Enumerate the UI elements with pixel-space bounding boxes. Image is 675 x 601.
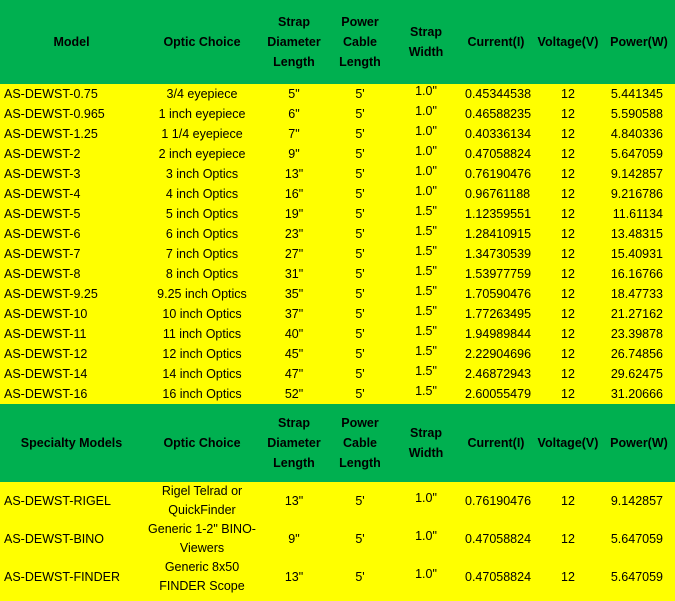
cell-cable: 5' <box>327 520 393 558</box>
main-models-body <box>0 84 675 404</box>
cell-model: AS-DEWST-9.25 <box>0 284 143 304</box>
cell-voltage: 12 <box>533 184 603 204</box>
cell-power: 15.40931 <box>603 244 675 264</box>
header-cable: Power Cable Length <box>327 0 393 84</box>
cell-power: 31.20666 <box>603 384 675 404</box>
cell-optic: 14 inch Optics <box>143 364 261 384</box>
table-row <box>0 284 675 304</box>
cell-current: 1.77263495 <box>459 304 533 324</box>
cell-width-value: 1.5" <box>415 384 437 398</box>
table-row <box>0 84 675 104</box>
table-row <box>0 482 675 520</box>
cell-strap: 6" <box>261 104 327 124</box>
cell-model: AS-DEWST-10 <box>0 304 143 324</box>
table-row <box>0 224 675 244</box>
cell-optic: 2 inch eyepiece <box>143 144 261 164</box>
table-row <box>0 520 675 558</box>
cell-voltage: 12 <box>533 304 603 324</box>
cell-width <box>393 84 459 104</box>
specialty-header-model: Specialty Models <box>0 404 143 482</box>
cell-power: 13.48315 <box>603 224 675 244</box>
cell-cable: 5' <box>327 304 393 324</box>
cell-width-value: 1.0" <box>415 567 437 581</box>
header-width: Strap Width <box>393 0 459 84</box>
cell-cable: 5' <box>327 244 393 264</box>
cell-power: 9.142857 <box>603 482 675 520</box>
cell-model: AS-DEWST-7 <box>0 244 143 264</box>
cell-voltage: 12 <box>533 324 603 344</box>
cell-voltage: 12 <box>533 344 603 364</box>
cell-width-value: 1.0" <box>415 124 437 138</box>
cell-power: 21.27162 <box>603 304 675 324</box>
cell-strap: 52" <box>261 384 327 404</box>
cell-strap: 9" <box>261 144 327 164</box>
cell-width-value: 1.0" <box>415 144 437 158</box>
cell-strap: 31" <box>261 264 327 284</box>
cell-voltage: 12 <box>533 84 603 104</box>
cell-width-value: 1.5" <box>415 344 437 358</box>
cell-model: AS-DEWST-BINO <box>0 520 143 558</box>
cell-optic: 9.25 inch Optics <box>143 284 261 304</box>
cell-model: AS-DEWST-0.965 <box>0 104 143 124</box>
cell-cable: 5' <box>327 384 393 404</box>
cell-width-value: 1.5" <box>415 264 437 278</box>
header-model: Model <box>0 0 143 84</box>
cell-power: 5.647059 <box>603 144 675 164</box>
cell-current: 1.53977759 <box>459 264 533 284</box>
cell-power: 9.216786 <box>603 184 675 204</box>
cell-strap: 16" <box>261 184 327 204</box>
cell-width <box>393 244 459 264</box>
cell-optic: 11 inch Optics <box>143 324 261 344</box>
cell-optic: 8 inch Optics <box>143 264 261 284</box>
cell-optic: Rigel Telrad or QuickFinder <box>143 482 261 520</box>
cell-width <box>393 264 459 284</box>
cell-strap: 23" <box>261 224 327 244</box>
cell-voltage: 12 <box>533 164 603 184</box>
cell-voltage: 12 <box>533 204 603 224</box>
table-row <box>0 124 675 144</box>
cell-optic: 4 inch Optics <box>143 184 261 204</box>
cell-optic: 3 inch Optics <box>143 164 261 184</box>
cell-model: AS-DEWST-1.25 <box>0 124 143 144</box>
cell-power: 5.441345 <box>603 84 675 104</box>
cell-cable: 5' <box>327 204 393 224</box>
header-voltage: Voltage(V) <box>533 0 603 84</box>
cell-power: 16.16766 <box>603 264 675 284</box>
table-row <box>0 264 675 284</box>
cell-cable: 5' <box>327 324 393 344</box>
cell-strap: 27" <box>261 244 327 264</box>
cell-power: 5.647059 <box>603 520 675 558</box>
cell-voltage: 12 <box>533 384 603 404</box>
header-power: Power(W) <box>603 0 675 84</box>
cell-model: AS-DEWST-6 <box>0 224 143 244</box>
cell-cable: 5' <box>327 164 393 184</box>
cell-power: 29.62475 <box>603 364 675 384</box>
cell-cable: 5' <box>327 104 393 124</box>
cell-optic: Generic 1-2" BINO-Viewers <box>143 520 261 558</box>
cell-width <box>393 184 459 204</box>
cell-width <box>393 284 459 304</box>
cell-current: 1.70590476 <box>459 284 533 304</box>
cell-model: AS-DEWST-3 <box>0 164 143 184</box>
cell-current: 0.76190476 <box>459 164 533 184</box>
cell-optic: Generic 8x50 FINDER Scope <box>143 558 261 596</box>
cell-width-value: 1.0" <box>415 84 437 98</box>
cell-strap: 9" <box>261 520 327 558</box>
cell-width-value: 1.5" <box>415 244 437 258</box>
table-row <box>0 384 675 404</box>
cell-cable: 5' <box>327 344 393 364</box>
specialty-header-current: Current(I) <box>459 404 533 482</box>
cell-cable: 5' <box>327 364 393 384</box>
cell-width-value: 1.0" <box>415 529 437 543</box>
cell-width-value: 1.5" <box>415 324 437 338</box>
cell-strap: 19" <box>261 204 327 224</box>
cell-width-value: 1.0" <box>415 491 437 505</box>
cell-current: 0.96761188 <box>459 184 533 204</box>
table-row <box>0 104 675 124</box>
cell-voltage: 12 <box>533 264 603 284</box>
header-row <box>0 0 675 84</box>
specialty-header-power: Power(W) <box>603 404 675 482</box>
cell-current: 0.46588235 <box>459 104 533 124</box>
cell-strap: 13" <box>261 558 327 596</box>
cell-width <box>393 324 459 344</box>
cell-strap: 45" <box>261 344 327 364</box>
cell-voltage: 12 <box>533 520 603 558</box>
specialty-header-optic: Optic Choice <box>143 404 261 482</box>
cell-model: AS-DEWST-FINDER <box>0 558 143 596</box>
cell-voltage: 12 <box>533 284 603 304</box>
cell-voltage: 12 <box>533 364 603 384</box>
cell-width-value: 1.5" <box>415 304 437 318</box>
cell-strap: 13" <box>261 164 327 184</box>
table-row <box>0 344 675 364</box>
cell-model: AS-DEWST-4 <box>0 184 143 204</box>
cell-power: 18.47733 <box>603 284 675 304</box>
cell-cable: 5' <box>327 184 393 204</box>
cell-voltage: 12 <box>533 124 603 144</box>
table-row <box>0 244 675 264</box>
cell-current: 0.45344538 <box>459 84 533 104</box>
table-row <box>0 204 675 224</box>
table-row <box>0 144 675 164</box>
cell-power: 26.74856 <box>603 344 675 364</box>
cell-current: 1.12359551 <box>459 204 533 224</box>
cell-current: 2.60055479 <box>459 384 533 404</box>
cell-width-value: 1.5" <box>415 364 437 378</box>
cell-current: 1.28410915 <box>459 224 533 244</box>
cell-model: AS-DEWST-8 <box>0 264 143 284</box>
cell-width <box>393 224 459 244</box>
cell-cable: 5' <box>327 482 393 520</box>
cell-voltage: 12 <box>533 104 603 124</box>
cell-current: 1.34730539 <box>459 244 533 264</box>
cell-cable: 5' <box>327 124 393 144</box>
cell-cable: 5' <box>327 144 393 164</box>
header-optic: Optic Choice <box>143 0 261 84</box>
cell-width-value: 1.0" <box>415 104 437 118</box>
cell-strap: 40" <box>261 324 327 344</box>
cell-power: 9.142857 <box>603 164 675 184</box>
cell-optic: 3/4 eyepiece <box>143 84 261 104</box>
cell-optic: 12 inch Optics <box>143 344 261 364</box>
cell-strap: 5" <box>261 84 327 104</box>
specialty-header-strap: Strap Diameter Length <box>261 404 327 482</box>
cell-model: AS-DEWST-5 <box>0 204 143 224</box>
cell-current: 0.47058824 <box>459 558 533 596</box>
cell-strap: 47" <box>261 364 327 384</box>
table-row <box>0 304 675 324</box>
cell-optic: 16 inch Optics <box>143 384 261 404</box>
cell-strap: 35" <box>261 284 327 304</box>
header-strap: Strap Diameter Length <box>261 0 327 84</box>
cell-power: 23.39878 <box>603 324 675 344</box>
cell-model: AS-DEWST-14 <box>0 364 143 384</box>
table-row <box>0 364 675 384</box>
cell-width <box>393 164 459 184</box>
cell-model: AS-DEWST-2 <box>0 144 143 164</box>
cell-width <box>393 124 459 144</box>
table-row <box>0 164 675 184</box>
cell-cable: 5' <box>327 284 393 304</box>
cell-cable: 5' <box>327 84 393 104</box>
cell-voltage: 12 <box>533 144 603 164</box>
cell-optic: 1 inch eyepiece <box>143 104 261 124</box>
cell-width <box>393 482 459 520</box>
cell-current: 2.22904696 <box>459 344 533 364</box>
cell-width <box>393 304 459 324</box>
cell-optic: 6 inch Optics <box>143 224 261 244</box>
cell-model: AS-DEWST-11 <box>0 324 143 344</box>
table-row <box>0 558 675 596</box>
cell-optic: 7 inch Optics <box>143 244 261 264</box>
cell-width-value: 1.5" <box>415 204 437 218</box>
specialty-header-row <box>0 404 675 482</box>
cell-current: 0.47058824 <box>459 144 533 164</box>
cell-current: 1.94989844 <box>459 324 533 344</box>
cell-power: 5.647059 <box>603 558 675 596</box>
header-current: Current(I) <box>459 0 533 84</box>
cell-width-value: 1.5" <box>415 224 437 238</box>
cell-current: 0.47058824 <box>459 520 533 558</box>
specialty-header-cable: Power Cable Length <box>327 404 393 482</box>
cell-cable: 5' <box>327 224 393 244</box>
cell-cable: 5' <box>327 264 393 284</box>
cell-optic: 5 inch Optics <box>143 204 261 224</box>
cell-width <box>393 144 459 164</box>
cell-width <box>393 384 459 404</box>
cell-current: 0.76190476 <box>459 482 533 520</box>
cell-model: AS-DEWST-16 <box>0 384 143 404</box>
cell-current: 2.46872943 <box>459 364 533 384</box>
cell-optic: 10 inch Optics <box>143 304 261 324</box>
cell-voltage: 12 <box>533 482 603 520</box>
specialty-models-body <box>0 482 675 596</box>
specialty-header-voltage: Voltage(V) <box>533 404 603 482</box>
cell-width <box>393 520 459 558</box>
cell-width-value: 1.0" <box>415 164 437 178</box>
cell-power: 11.61134 <box>603 204 675 224</box>
cell-voltage: 12 <box>533 244 603 264</box>
cell-optic: 1 1/4 eyepiece <box>143 124 261 144</box>
cell-width <box>393 558 459 596</box>
cell-width-value: 1.5" <box>415 284 437 298</box>
cell-power: 5.590588 <box>603 104 675 124</box>
table-row <box>0 324 675 344</box>
cell-model: AS-DEWST-RIGEL <box>0 482 143 520</box>
table-row <box>0 184 675 204</box>
cell-voltage: 12 <box>533 224 603 244</box>
cell-model: AS-DEWST-12 <box>0 344 143 364</box>
cell-voltage: 12 <box>533 558 603 596</box>
cell-power: 4.840336 <box>603 124 675 144</box>
cell-current: 0.40336134 <box>459 124 533 144</box>
cell-width-value: 1.0" <box>415 184 437 198</box>
cell-width <box>393 364 459 384</box>
cell-width <box>393 344 459 364</box>
cell-width <box>393 204 459 224</box>
cell-strap: 7" <box>261 124 327 144</box>
cell-width <box>393 104 459 124</box>
cell-model: AS-DEWST-0.75 <box>0 84 143 104</box>
cell-cable: 5' <box>327 558 393 596</box>
cell-strap: 13" <box>261 482 327 520</box>
specialty-header-width: Strap Width <box>393 404 459 482</box>
cell-strap: 37" <box>261 304 327 324</box>
